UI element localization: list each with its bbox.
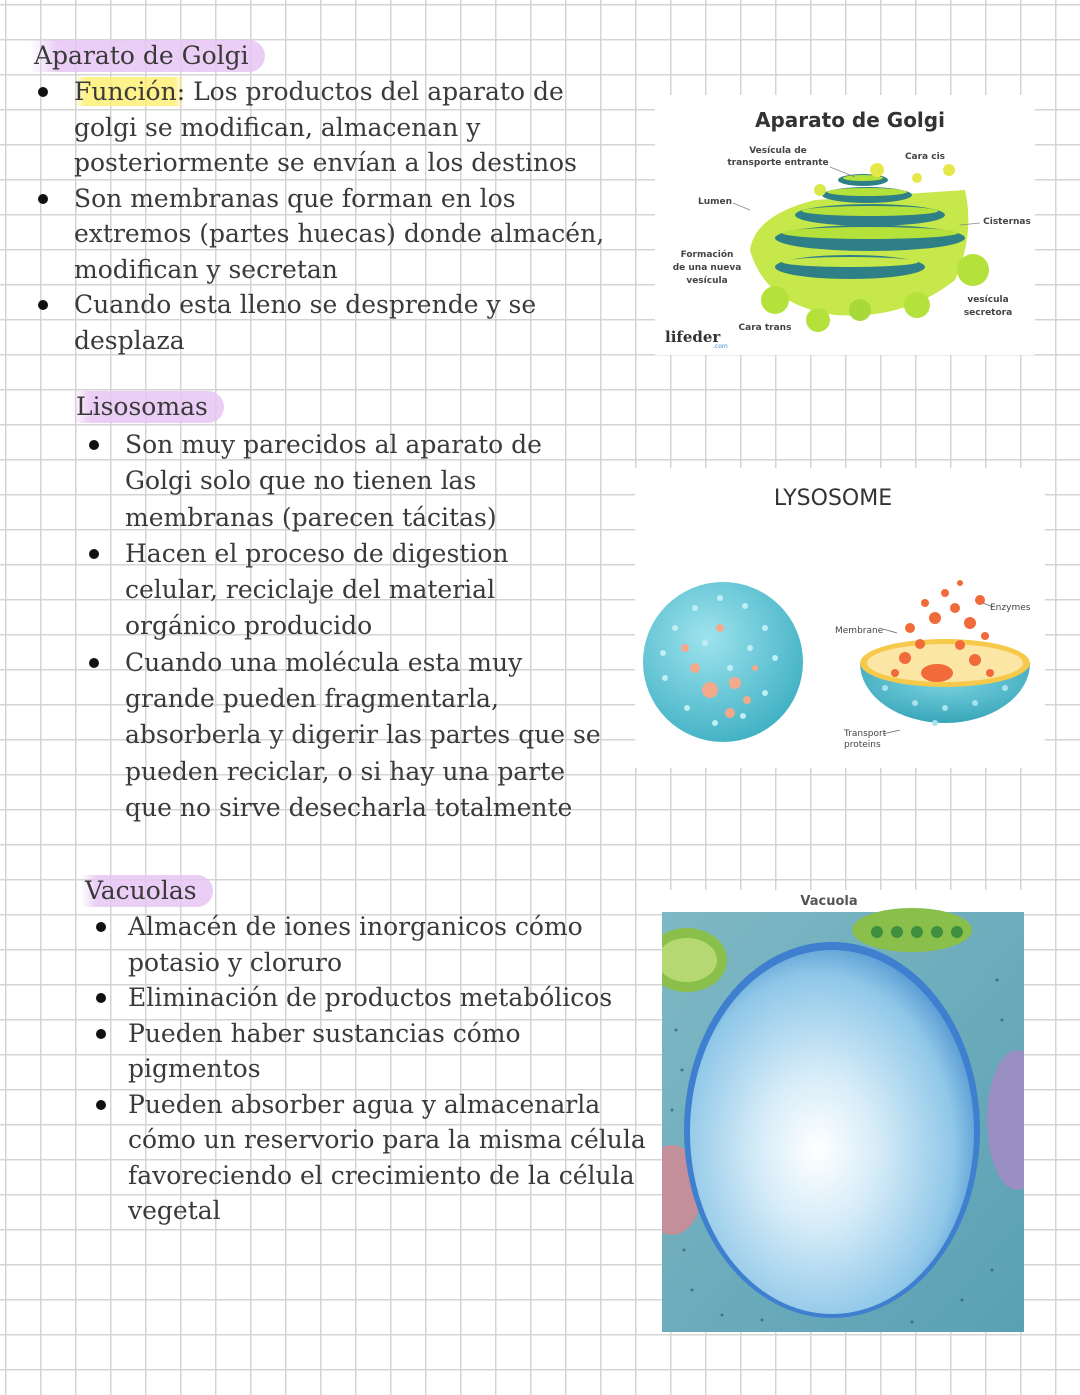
bullet-dot [96, 922, 106, 932]
label-vesicula-entrante-1: Vesícula de [749, 146, 807, 156]
vesicle-shape [849, 299, 871, 321]
bullet-dot [89, 440, 99, 450]
vesicle-shape [957, 254, 989, 286]
vacuolas-bullet-text: Almacén de iones inorganicos cómo potasio y cloruro [128, 912, 583, 977]
label-cisternas: Cisternas [983, 217, 1031, 227]
golgi-section [30, 40, 640, 358]
label-vesicula-entrante-2: transporte entrante [727, 158, 829, 168]
label-lumen: Lumen [697, 197, 733, 207]
label-cara-cis: Cara cis [904, 152, 946, 162]
leader-line [830, 167, 855, 177]
lifeder-logo-suffix: .com [713, 343, 728, 350]
label-formacion-3: vesícula [686, 276, 728, 286]
vesicle-shape [814, 184, 826, 196]
label-formacion-2: de una nueva [672, 263, 742, 273]
lysosome-diagram-title: LYSOSOME [773, 486, 893, 511]
label-secretora-2: secretora [963, 308, 1013, 318]
vesicle-shape [761, 286, 789, 314]
list-item [74, 181, 634, 288]
cisterna-shape [782, 227, 958, 239]
vacuole-diagram [662, 890, 1024, 1332]
list-item [128, 980, 648, 1016]
vesicle-shape [870, 163, 884, 177]
lysosome-illustration [635, 468, 1045, 768]
vacuolas-bullet-text: Pueden haber sustancias cómo pigmentos [128, 1018, 521, 1083]
vacuolas-heading: Vacuolas [81, 875, 213, 907]
vacuolas-bullet-text: Pueden absorber agua y almacenarla cómo un reservorio para la misma célula favoreciendo el crecimiento de la célula vegetal [128, 1089, 646, 1225]
leader-line [883, 629, 897, 633]
vacuole-body [690, 950, 974, 1314]
bullet-dot [38, 300, 48, 310]
lisosomas-heading: Lisosomas [72, 391, 224, 423]
vacuolas-section [81, 875, 651, 1229]
lifeder-logo-text: lifeder [665, 328, 721, 346]
bullet-dot [38, 194, 48, 204]
label-membrane: Membrane [835, 626, 884, 636]
label-transport-1: Transport [844, 729, 887, 739]
vacuolas-bullet-text: Eliminación de productos metabólicos [128, 983, 613, 1012]
lisosomas-bullet-list [125, 427, 605, 826]
golgi-bullet-text: Cuando esta lleno se desprende y se desplaza [74, 290, 537, 355]
list-item [125, 645, 605, 826]
vacuolas-bullet-list [128, 909, 648, 1229]
label-transport-2: proteins [844, 740, 881, 750]
bullet-dot [96, 993, 106, 1003]
bullet-dot [38, 87, 48, 97]
list-item [125, 427, 605, 536]
golgi-bullet-list [74, 74, 634, 358]
vesicle-shape [806, 308, 830, 332]
cisterna-shape [802, 206, 938, 216]
vesicle-shape [943, 164, 955, 176]
vesicle-shape [904, 292, 930, 318]
golgi-heading: Aparato de Golgi [30, 40, 265, 72]
cisterna-shape [782, 257, 918, 267]
list-item [128, 1087, 648, 1229]
label-secretora-1: vesícula [967, 295, 1009, 305]
vesicle-shape [912, 173, 922, 183]
list-item [125, 536, 605, 645]
bullet-dot [89, 658, 99, 668]
lisosomas-bullet-text: Son muy parecidos al aparato de Golgi solo que no tienen las membranas (parecen tácitas) [125, 430, 542, 532]
lysosome-diagram [635, 468, 1045, 768]
vacuole-label: Vacuola [800, 894, 858, 909]
lisosomas-bullet-text: Cuando una molécula esta muy grande pueden fragmentarla, absorberla y digerir las partes que se pueden reciclar, o si hay una parte que no sirve desecharla totalmente [125, 647, 601, 822]
leader-line [733, 203, 750, 210]
golgi-bullet-text: Los productos del aparato de golgi se modifican, almacenan y posteriormente se envían a los destinos [74, 77, 577, 177]
bullet-dot [96, 1100, 106, 1110]
golgi-diagram-title: Aparato de Golgi [755, 108, 945, 132]
lysosome-sphere [643, 582, 803, 742]
golgi-illustration [655, 95, 1035, 355]
bullet-dot [89, 549, 99, 559]
bullet-dot [96, 1029, 106, 1039]
label-formacion-1: Formación [680, 250, 734, 260]
list-item [74, 74, 634, 181]
vacuole-illustration [662, 890, 1024, 1332]
lisosomas-section [72, 391, 632, 826]
lisosomas-bullet-text: Hacen el proceso de digestion celular, reciclaje del material orgánico producido [125, 538, 509, 641]
golgi-bullet-text: Son membranas que forman en los extremos (partes huecas) donde almacén, modifican y secretan [74, 183, 605, 284]
list-item [128, 1016, 648, 1087]
list-item [128, 909, 648, 980]
label-cara-trans: Cara trans [738, 323, 792, 333]
list-item [74, 287, 634, 358]
label-enzymes: Enzymes [990, 603, 1031, 613]
cisterna-shape [827, 188, 907, 196]
golgi-diagram [655, 95, 1035, 355]
golgi-function-lead: Función: [74, 77, 186, 106]
